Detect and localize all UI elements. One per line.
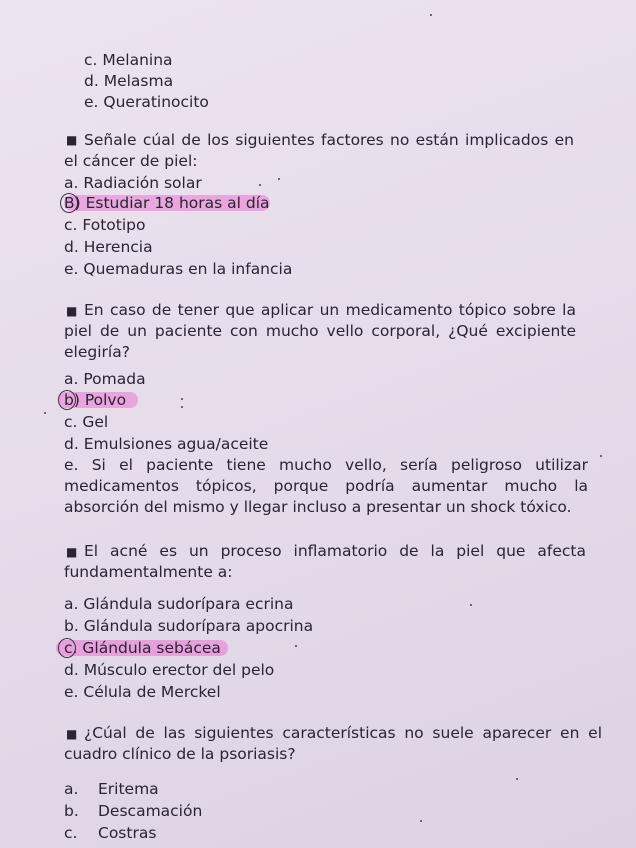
- option-melanina: c. Melanina: [84, 51, 173, 69]
- q4-option-c: [64, 823, 156, 843]
- bullet-icon: ■: [66, 133, 78, 147]
- paper-speck: [259, 184, 261, 186]
- q3-option-d: d. Músculo erector del pelo: [64, 661, 275, 679]
- q2-option-d: d. Emulsiones agua/aceite: [64, 435, 269, 453]
- question-1-text: Señale cúal de los siguientes factores no están implicados en el cáncer de piel:: [64, 131, 574, 170]
- paper-speck: [181, 406, 183, 408]
- option-melasma: d. Melasma: [84, 72, 174, 90]
- q4-option-b: [64, 801, 202, 821]
- q1-option-d: d. Herencia: [64, 238, 153, 256]
- question-2-text: En caso de tener que aplicar un medicamento tópico sobre la piel de un paciente con mucho vello corporal, ¿Qué excipiente elegiría?: [64, 301, 576, 361]
- paper-speck: [278, 178, 280, 180]
- paper-speck: [600, 455, 602, 457]
- paper-speck: [295, 645, 297, 647]
- paper-speck: [181, 398, 183, 400]
- q4-option-a: [64, 779, 159, 799]
- q4-option-c-text: Costras: [98, 824, 157, 842]
- q4-option-a-letter: a.: [64, 780, 79, 798]
- bullet-icon: ■: [66, 545, 78, 559]
- q2-option-b-answer: b) Polvo: [64, 391, 127, 409]
- q4-option-c-letter: c.: [64, 824, 78, 842]
- paper-speck: [44, 412, 46, 414]
- paper-speck: [516, 778, 518, 780]
- q1-option-e: e. Quemaduras en la infancia: [64, 260, 293, 278]
- bullet-icon: ■: [66, 304, 78, 318]
- paper-speck: [430, 14, 432, 16]
- q2-option-a: a. Pomada: [64, 370, 146, 388]
- q1-option-b-answer: B) Estudiar 18 horas al día: [64, 194, 270, 212]
- q3-option-c-answer: c. Glándula sebácea: [64, 639, 221, 657]
- q1-option-c: c. Fototipo: [64, 216, 146, 234]
- q3-option-b: b. Glándula sudorípara apocrina: [64, 617, 314, 635]
- option-queratinocito: e. Queratinocito: [84, 93, 209, 111]
- q4-option-b-text: Descamación: [98, 802, 203, 820]
- paper-speck: [420, 820, 422, 822]
- q3-option-e: e. Célula de Merckel: [64, 683, 221, 701]
- bullet-icon: ■: [66, 727, 78, 741]
- q4-option-b-letter: b.: [64, 802, 79, 820]
- paper-speck: [470, 604, 472, 606]
- q2-option-c: c. Gel: [64, 413, 109, 431]
- q1-option-a: a. Radiación solar: [64, 174, 202, 192]
- q4-option-a-text: Eritema: [98, 780, 159, 798]
- question-4-text: ¿Cúal de las siguientes características no suele aparecer en el cuadro clínico de la psoriasis?: [64, 724, 602, 763]
- q2-option-e: e. Si el paciente tiene mucho vello, sería peligroso utilizar medicamentos tópicos, porque podría aumentar mucho la absorción del mismo y llegar incluso a presentar un shock tóxico.: [64, 456, 588, 516]
- question-3-text: El acné es un proceso inflamatorio de la piel que afecta fundamentalmente a:: [64, 542, 586, 581]
- q3-option-a: a. Glándula sudorípara ecrina: [64, 595, 294, 613]
